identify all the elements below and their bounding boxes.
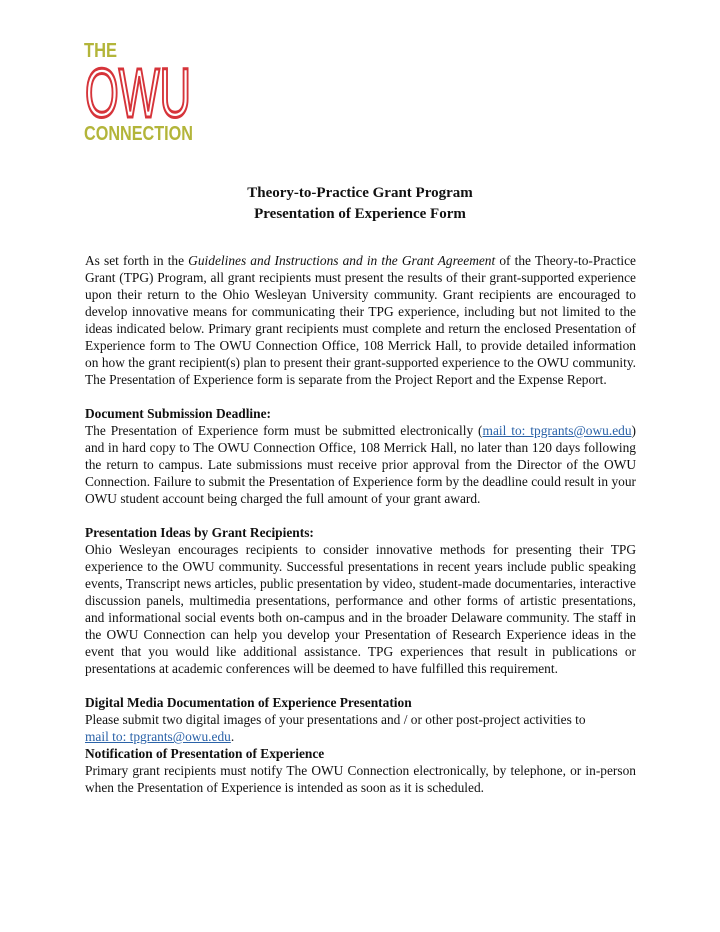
ideas-paragraph: Ohio Wesleyan encourages recipients to consider innovative methods for presenting their TPG experience to the OWU community. Successful presentations in recent years include public speaking events, Transcript news articles, public presentation by video, student-made documentaries, interactive discussion panels, multimedia presentations, performance and other forms of artistic presentations, and informational social events both on-campus and in the broader Delaware community. The staff in the OWU Connection can help you develop your Presentation of Research Experience ideas in the event that you would like additional assistance. TPG experiences that result in publications or presentations at academic conferences will be deemed to have fulfilled this requirement. xyxy=(85,542,636,676)
logo-the: THE xyxy=(84,40,117,62)
intro-italic-reference: Guidelines and Instructions and in the Grant Agreement xyxy=(188,253,496,268)
ideas-heading: Presentation Ideas by Grant Recipients: xyxy=(85,525,314,540)
notification-paragraph: Primary grant recipients must notify The OWU Connection electronically, by telephone, or in-person when the Presentation of Experience is intended as soon as it is scheduled. xyxy=(85,763,636,795)
deadline-text-start: The Presentation of Experience form must be submitted electronically ( xyxy=(85,423,483,438)
media-heading: Digital Media Documentation of Experience Presentation xyxy=(85,695,412,710)
document-body xyxy=(85,252,636,796)
intro-text-end: of the Theory-to-Practice Grant (TPG) Program, all grant recipients must present the results of their grant-supported experience upon their return to the Ohio Wesleyan University community. Grant recipients are encouraged to develop innovative means for communicating their TPG experience, including but not limited to the ideas indicated below. Primary grant recipients must complete and return the enclosed Presentation of Experience form to The OWU Connection Office, 108 Merrick Hall, to provide detailed information on how the grant recipient(s) plan to present their grant-supported experience to the OWU community. The Presentation of Experience form is separate from the Project Report and the Expense Report. xyxy=(85,253,636,387)
deadline-heading: Document Submission Deadline: xyxy=(85,406,272,421)
spacer xyxy=(85,507,636,524)
deadline-email-link[interactable]: mail to: tpgrants@owu.edu xyxy=(482,423,632,438)
intro-paragraph xyxy=(85,252,636,388)
media-paragraph: Please submit two digital images of your presentations and / or other post-project activities to xyxy=(85,712,586,727)
deadline-text-end: ) and in hard copy to The OWU Connection Office, 108 Merrick Hall, no later than 120 days following the return to campus. Late submissions must receive prior approval from the Director of the OWU Connection. Failure to submit the Presentation of Experience form by the deadline could result in your OWU student account being charged the full amount of your grant award. xyxy=(85,423,636,506)
deadline-paragraph xyxy=(85,422,636,507)
media-period: . xyxy=(230,729,235,744)
spacer xyxy=(85,388,636,405)
spacer xyxy=(85,677,636,694)
logo-owu: OWU xyxy=(85,54,191,132)
title-line-program: Theory-to-Practice Grant Program xyxy=(247,185,473,201)
intro-text-start: As set forth in the xyxy=(85,253,189,268)
notification-heading: Notification of Presentation of Experience xyxy=(85,746,325,761)
logo-connection: CONNECTION xyxy=(84,123,193,144)
form-title xyxy=(0,183,720,225)
owu-connection-logo xyxy=(84,40,196,144)
media-email-link[interactable]: mail to: tpgrants@owu.edu xyxy=(85,729,231,744)
media-link-line xyxy=(85,728,636,745)
title-line-form: Presentation of Experience Form xyxy=(254,206,466,222)
